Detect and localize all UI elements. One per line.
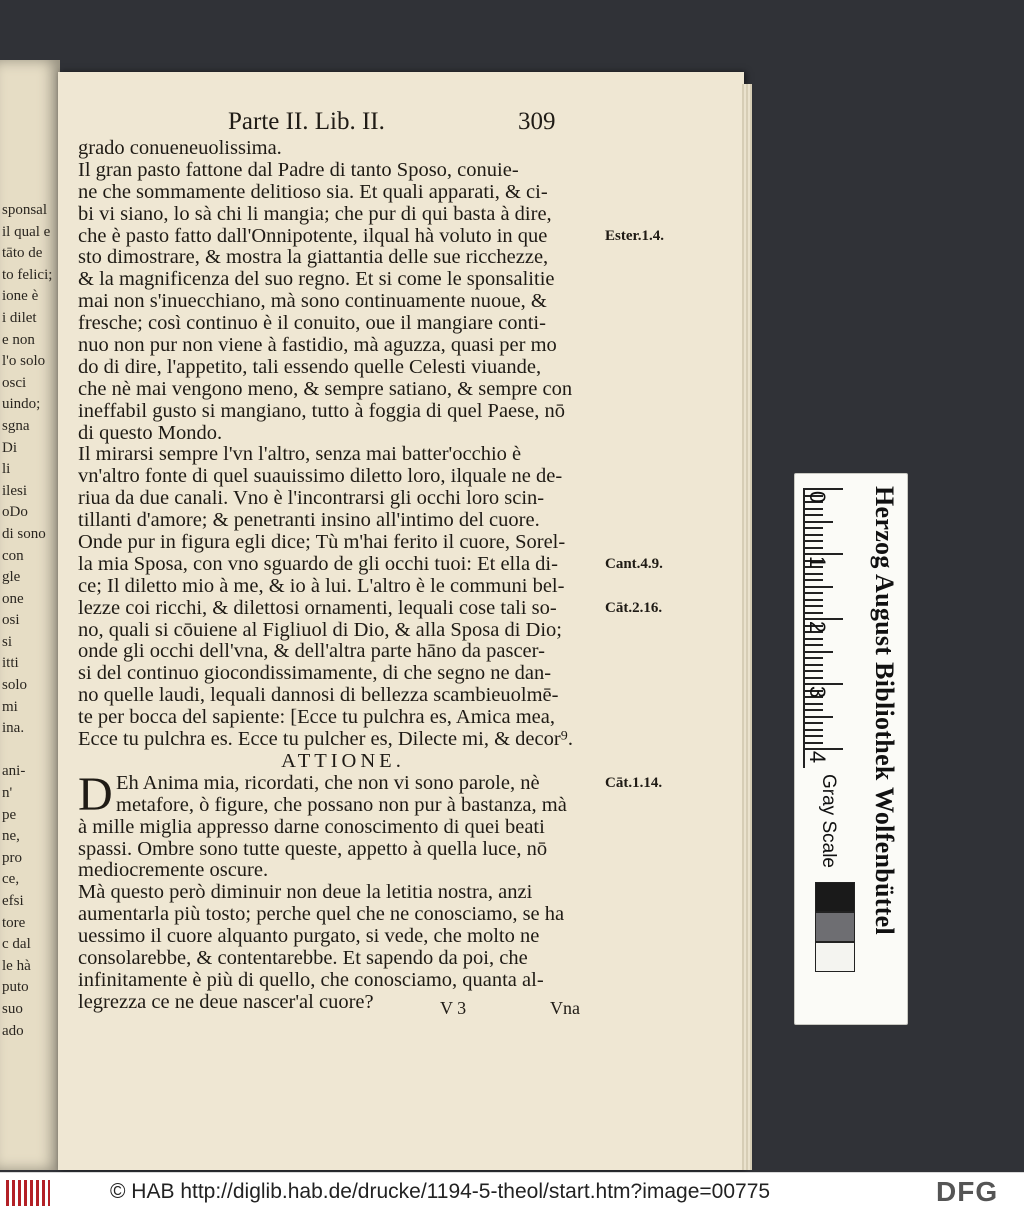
text-line: metafore, ò figure, che possano non pur à bastanza, mà [116, 793, 567, 816]
text-line: spassi. Ombre sono tutte queste, appetto à quella luce, nō [78, 837, 548, 860]
footer-bar [0, 1172, 1024, 1212]
text-line: grado conueneuolissima. [78, 137, 282, 159]
marginal-note: Cāt.1.14. [605, 775, 663, 792]
ruler-tick [805, 664, 823, 666]
text-line: no, quali si cōuiene al Figliuol di Dio, & alla Sposa di Dio; [78, 618, 562, 641]
text-line: onde gli occhi dell'vna, & dell'altra parte hāno da pascer- [78, 640, 545, 663]
running-title: Parte II. Lib. II. [228, 108, 385, 135]
text-line: Mà questo però diminuir non deue la letitia nostra, anzi [78, 881, 533, 904]
drop-cap: D [78, 768, 113, 821]
text-line: fresche; così continuo è il conuito, oue il mangiare conti- [78, 312, 546, 335]
ruler-tick [805, 735, 823, 737]
catchword: Vna [550, 998, 580, 1018]
text-line: Onde pur in figura egli dice; Tù m'hai ferito il cuore, Sorel- [78, 531, 566, 554]
marginal-note: Ester.1.4. [605, 227, 665, 244]
copyright-link[interactable]: © HAB http://diglib.hab.de/drucke/1194-5-theol/start.htm?image=00775 [110, 1180, 771, 1203]
ruler-tick [805, 729, 823, 731]
page-number: 309 [518, 108, 556, 135]
facing-page-fragment [0, 60, 60, 1170]
color-ruler [794, 473, 908, 1025]
text-line: Ecce tu pulchra es. Ecce tu pulcher es, Dilecte mi, & decor⁹. [78, 728, 573, 751]
ruler-tick [805, 638, 823, 640]
ruler-tick [805, 547, 823, 549]
text-line: ATTIONE. [281, 749, 405, 772]
ruler-number: 1 [805, 555, 831, 569]
signature-mark: V 3 [440, 998, 467, 1018]
ruler-scale [803, 488, 857, 768]
text-line: sto dimostrare, & mostra la giattantia delle sue ricchezze, [78, 246, 549, 269]
text-line: bi vi siano, lo sà chi li mangia; che pur di qui basta à dire, [78, 202, 552, 225]
text-line: no quelle laudi, lequali dannosi di bellezza scambieuolmē- [78, 684, 559, 707]
marginal-note: Cant.4.9. [605, 556, 663, 573]
ruler-tick [805, 644, 823, 646]
ruler-tick [805, 521, 833, 523]
text-line: uessimo il cuore alquanto purgato, si vede, che molto ne [78, 925, 540, 948]
text-line: & la magnificenza del suo regno. Et si come le sponsalitie [78, 268, 555, 291]
ruler-tick [805, 709, 823, 711]
ruler-tick [805, 540, 823, 542]
hab-logo-icon [6, 1180, 50, 1206]
text-line: tillanti d'amore; & penetranti insino all'intimo del cuore. [78, 509, 540, 532]
text-line: ce; Il diletto mio à me, & io à lui. L'altro è le communi bel- [78, 574, 565, 597]
ruler-tick [805, 579, 823, 581]
gray-swatch-mid [815, 912, 855, 942]
facing-page-text: sponsal il qual e tāto de to felici; ione è i dilet e non l'o solo osci uindo; sgna Di li ilesi oDo di sono con gle one osi si itti solo mi ina. ani- n' pe ne, pro ce, efsi tore c dal le hà puto suo ado [2, 202, 53, 1039]
text-line: nuo non pur non viene à fastidio, mà aguzza, quasi per mo [78, 334, 557, 357]
gray-swatch-light [815, 942, 855, 972]
ruler-tick [805, 527, 823, 529]
dfg-logo: DFG [936, 1176, 999, 1207]
text-line: che nè mai vengono meno, & sempre satiano, & sempre con [78, 377, 573, 400]
page-edge [742, 84, 752, 1170]
ruler-number: 0 [805, 490, 831, 504]
ruler-tick [805, 618, 843, 620]
ruler-tick [805, 651, 833, 653]
text-line: Il gran pasto fattone dal Padre di tanto Sposo, conuie- [78, 158, 519, 181]
text-line: à mille miglia appresso darne conoscimento di quei beati [78, 815, 545, 838]
text-line: di questo Mondo. [78, 421, 223, 444]
text-line: do di dire, l'appetito, tali essendo quelle Celesti viuande, [78, 355, 542, 378]
ruler-tick [805, 592, 823, 594]
text-line: Il mirarsi sempre l'vn l'altro, senza mai batter'occhio è [78, 443, 522, 466]
page-header [228, 108, 588, 136]
ruler-tick [805, 599, 823, 601]
ruler-tick [805, 677, 823, 679]
gray-swatch-dark [815, 882, 855, 912]
text-line: aumentarla più tosto; perche quel che ne conosciamo, se ha [78, 903, 565, 926]
text-line: lezze coi ricchi, & dilettosi ornamenti, lequali cose tali so- [78, 596, 557, 619]
ruler-tick [805, 573, 823, 575]
text-line: mediocremente oscure. [78, 859, 269, 882]
ruler-tick [805, 703, 823, 705]
ruler-tick [805, 605, 823, 607]
ruler-tick [805, 657, 823, 659]
text-line: si del continuo giocondissimamente, di che segno ne dan- [78, 662, 552, 685]
text-line: ineffabil gusto si mangiano, tutto à foggia di quel Paese, nō [78, 399, 565, 422]
text-line: consolarebbe, & contentarebbe. Et sapendo da poi, che [78, 946, 528, 969]
ruler-tick [805, 586, 833, 588]
ruler-number: 4 [805, 750, 831, 764]
text-line: infinitamente è più di quello, che conosciamo, quanta al- [78, 968, 544, 991]
ruler-tick [805, 534, 823, 536]
gray-scale-label: Gray Scale [818, 774, 839, 868]
text-line: la mia Sposa, con vno sguardo de gli occhi tuoi: Et ella di- [78, 552, 558, 575]
ruler-tick [805, 508, 823, 510]
text-line: riua da due canali. Vno è l'incontrarsi gli occhi loro scin- [78, 487, 545, 510]
ruler-tick [805, 722, 823, 724]
text-line: legrezza ce ne deue nascer'al cuore? [78, 990, 374, 1013]
text-line: Eh Anima mia, ricordati, che non vi sono parole, nè [116, 771, 540, 794]
ruler-tick [805, 612, 823, 614]
ruler-tick [805, 742, 823, 744]
ruler-number: 2 [805, 620, 831, 634]
ruler-tick [805, 716, 833, 718]
ruler-tick [805, 488, 843, 490]
text-line: che è pasto fatto dall'Onnipotente, ilqual hà voluto in que [78, 224, 548, 247]
text-line: vn'altro fonte di quel suauissimo diletto loro, ilquale ne de- [78, 465, 563, 488]
ruler-tick [805, 748, 843, 750]
ruler-tick [805, 514, 823, 516]
text-line: te per bocca del sapiente: [Ecce tu pulchra es, Amica mea, [78, 706, 555, 729]
ruler-tick [805, 670, 823, 672]
text-line: ne che sommamente delitioso sia. Et quali apparati, & ci- [78, 180, 548, 203]
institution-name: Herzog August Bibliothek Wolfenbüttel [870, 486, 899, 936]
book-page [58, 72, 744, 1170]
ruler-tick [805, 553, 843, 555]
ruler-number: 3 [805, 685, 831, 699]
marginal-note: Cāt.2.16. [605, 599, 663, 616]
page-body-text [78, 138, 608, 1014]
ruler-tick [805, 683, 843, 685]
text-line: mai non s'inuecchiano, mà sono continuamente nuoue, & [78, 290, 547, 313]
